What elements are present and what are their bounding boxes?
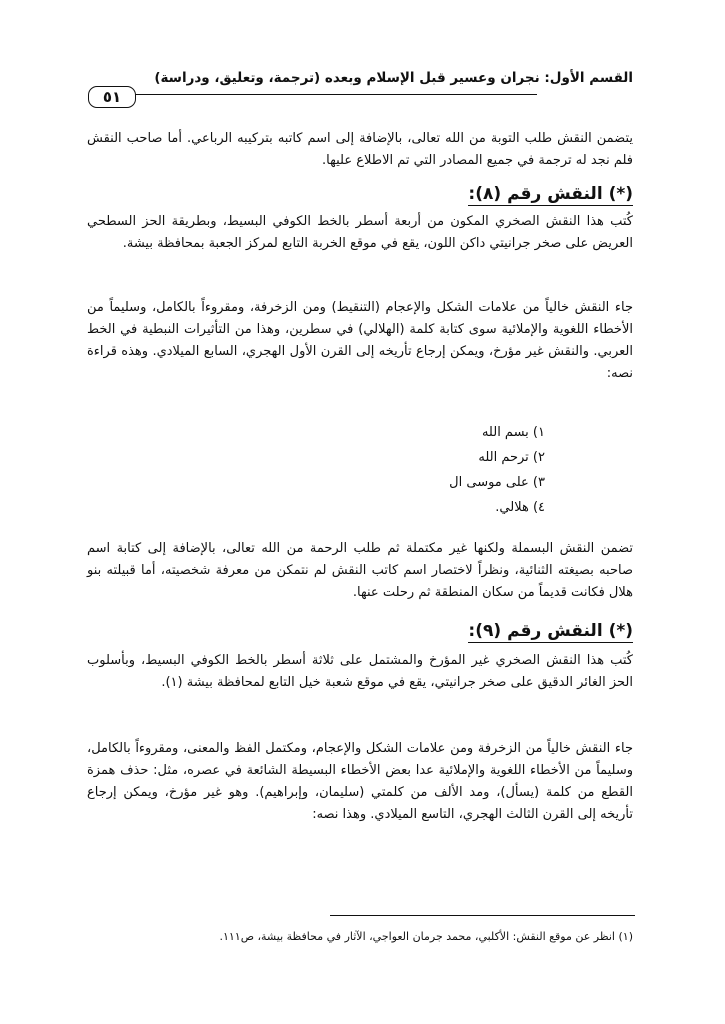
inscription-8-text <box>245 420 545 520</box>
inscription-line: ٤) هلالي. <box>495 500 545 515</box>
inscription-9-analysis: جاء النقش خالياً من الزخرفة ومن علامات الشكل والإعجام، ومكتمل الفظ والمعنى، ومقروءاً بالكامل، وسليماً من الأخطاء اللغوية والإملائية عدا بعض الأخطاء البسيطة الشائعة في عصره، مثل: حذف همزة القطع من كلمة (يسأل)، ومد الألف من كلمتي (سليمان، وإبراهيم). وهو غير مؤرخ، ويمكن إرجاع تأريخه إلى القرن الثالث الهجري، التاسع الميلادي. وهذا نصه: <box>87 741 633 822</box>
inscription-9-description: كُتب هذا النقش الصخري غير المؤرخ والمشتمل على ثلاثة أسطر بالخط الكوفي البسيط، وبأسلوب الحز الغائر الدقيق على صخر جرانيتي، يقع في موقع شعبة خيل التابع لمحافظة بيشة (١). <box>87 653 633 690</box>
header-rule <box>95 94 537 95</box>
inscription-8-analysis: جاء النقش خالياً من علامات الشكل والإعجام (التنقيط) ومن الزخرفة، ومقروءاً بالكامل، وسليماً من الأخطاء اللغوية والإملائية سوى كتابة كلمة (الهلالي) في سطرين، وهذا من التأثيرات النبطية في الخط العربي. والنقش غير مؤرخ، ويمكن إرجاع تأريخه إلى القرن الأول الهجري، السابع الميلادي. وهذه قراءة نصه: <box>87 300 633 381</box>
intro-paragraph: يتضمن النقش طلب التوبة من الله تعالى، بالإضافة إلى اسم كاتبه بتركيبه الرباعي. أما صاحب النقش فلم نجد له ترجمة في جميع المصادر التي تم الاطلاع عليها. <box>87 131 633 168</box>
inscription-line: ١) بسم الله <box>481 425 545 440</box>
inscription-8-description: كُتب هذا النقش الصخري المكون من أربعة أسطر بالخط الكوفي البسيط، وبطريقة الحز السطحي العريض على صخر جرانيتي داكن اللون، يقع في موقع الخربة التابع لمركز الجعبة بمحافظة بيشة. <box>87 214 633 251</box>
footnote-rule <box>330 915 635 916</box>
inscription-9-heading-text: (*) النقش رقم (٩): <box>468 621 633 641</box>
inscription-8-commentary: تضمن النقش البسملة ولكنها غير مكتملة ثم طلب الرحمة من الله تعالى، بالإضافة إلى كتابة اسم صاحبه بصيغته الثنائية، ونظراً لاختصار اسم كاتب النقش لم نتمكن من معرفة شخصيته، أما قبيلته بنو هلال فكانت قديماً من سكان المنطقة ثم رحلت عنها. <box>87 541 633 600</box>
inscription-line: ٢) ترحم الله <box>478 450 545 465</box>
inscription-line: ٣) على موسى ال <box>449 475 545 490</box>
inscription-8-heading <box>87 183 633 205</box>
inscription-9-heading <box>87 620 633 642</box>
footnote: (١) انظر عن موقع النقش: الأكلبي، محمد جرمان العواجي، الآثار في محافظة بيشة، ص١١١. <box>219 930 633 943</box>
inscription-8-heading-text: (*) النقش رقم (٨): <box>468 184 633 204</box>
running-header: القسم الأول: نجران وعسير قبل الإسلام وبعده (ترجمة، وتعليق، ودراسة) <box>154 70 633 86</box>
page-number: ٥١ <box>88 86 136 108</box>
